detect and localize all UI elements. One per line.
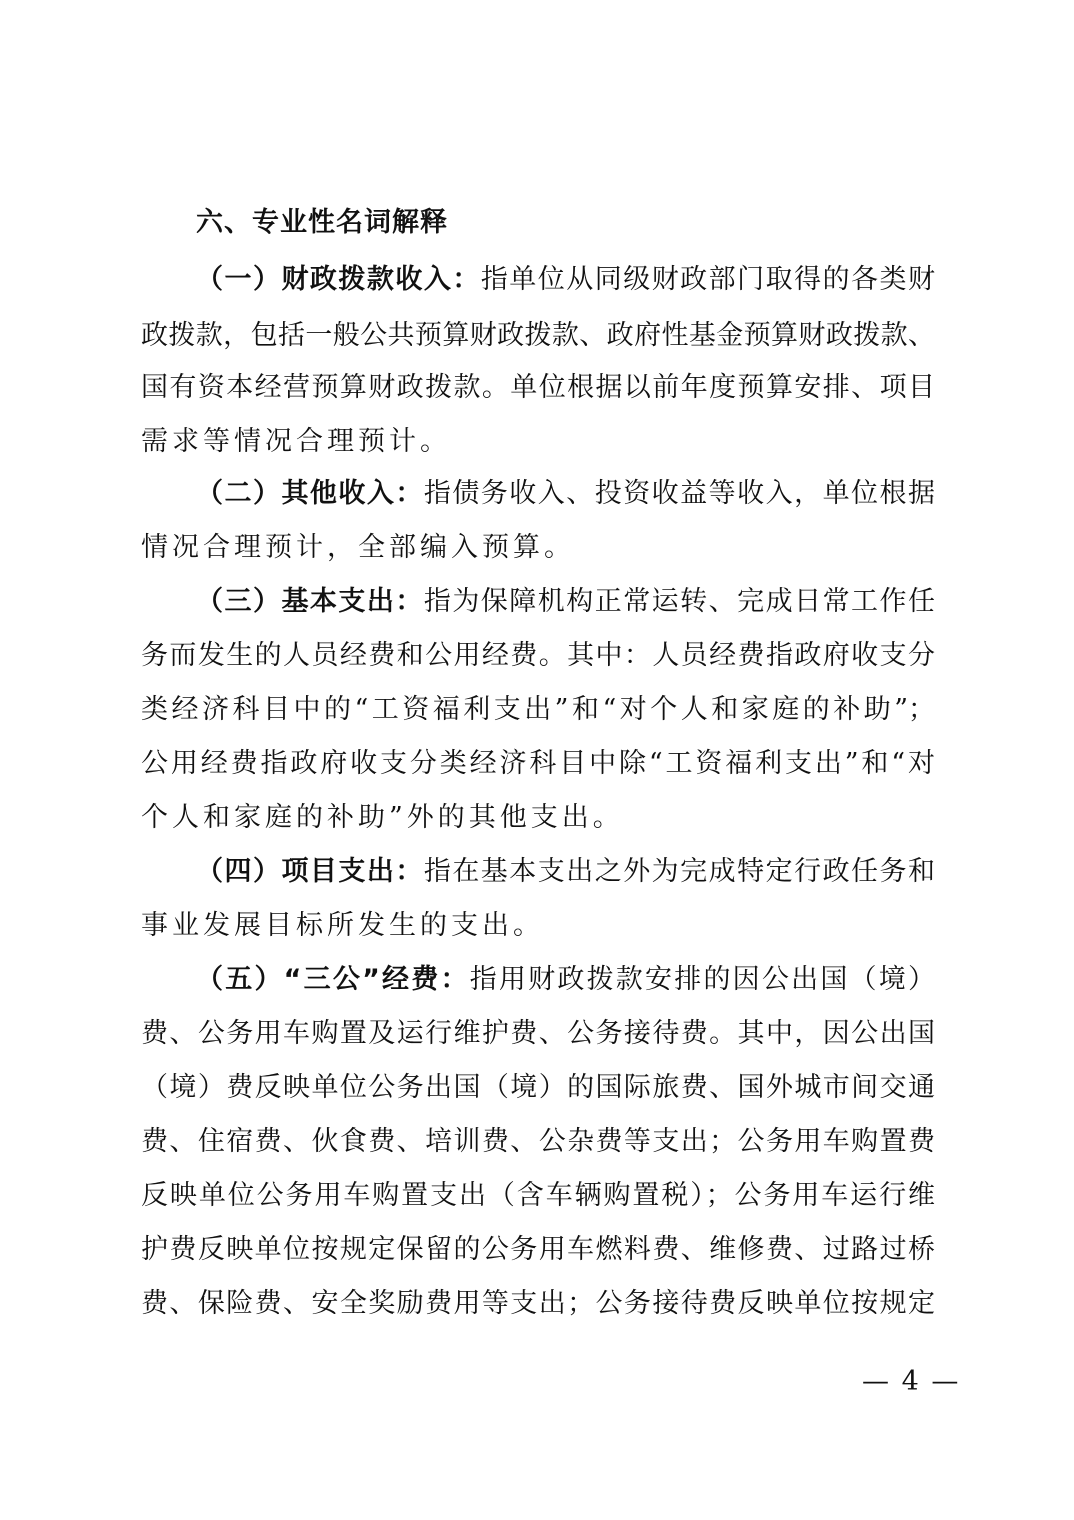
- paragraph-3-line-5: 个人和家庭的补助”外的其他支出。: [141, 802, 624, 833]
- paragraph-5-line-7: 费、保险费、安全奖励费用等支出；公务接待费反映单位按规定: [141, 1288, 935, 1319]
- page-number: — 4 —: [862, 1366, 961, 1397]
- paragraph-3-text: 指为保障机构正常运转、完成日常工作任: [423, 586, 936, 617]
- paragraph-1-term: （一）财政拨款收入：: [196, 264, 481, 295]
- paragraph-4-line-2: 事业发展目标所发生的支出。: [141, 910, 544, 941]
- paragraph-5-line-2: 费、公务用车购置及运行维护费、公务接待费。其中，因公出国: [141, 1018, 935, 1049]
- paragraph-5-line-5: 反映单位公务用车购置支出（含车辆购置税）；公务用车运行维: [141, 1180, 935, 1211]
- paragraph-2-line-2: 情况合理预计，全部编入预算。: [141, 532, 575, 563]
- section-heading: 六、专业性名词解释: [196, 207, 448, 238]
- paragraph-4-line-1: [196, 846, 935, 898]
- paragraph-5-line-1: [196, 954, 935, 1006]
- paragraph-2-line-1: [196, 468, 935, 520]
- paragraph-5-term: （五）“三公”经费：: [196, 964, 470, 995]
- paragraph-2-text: 指债务收入、投资收益等收入，单位根据: [423, 478, 936, 509]
- paragraph-3-line-3: 类经济科目中的“工资福利支出”和“对个人和家庭的补助”；: [141, 694, 935, 725]
- paragraph-4-text: 指在基本支出之外为完成特定行政任务和: [423, 856, 936, 887]
- paragraph-2-term: （二）其他收入：: [196, 478, 424, 509]
- paragraph-1-text: 指单位从同级财政部门取得的各类财: [480, 264, 936, 295]
- paragraph-3-line-1: [196, 576, 935, 628]
- paragraph-5-line-6: 护费反映单位按规定保留的公务用车燃料费、维修费、过路过桥: [141, 1234, 935, 1265]
- paragraph-1-line-2: 政拨款，包括一般公共预算财政拨款、政府性基金预算财政拨款、: [141, 320, 935, 351]
- paragraph-1-line-4: 需求等情况合理预计。: [141, 426, 451, 457]
- paragraph-1-line-1: [196, 254, 935, 306]
- paragraph-3-line-2: 务而发生的人员经费和公用经费。其中：人员经费指政府收支分: [141, 640, 935, 671]
- paragraph-1-line-3: 国有资本经营预算财政拨款。单位根据以前年度预算安排、项目: [141, 372, 935, 403]
- paragraph-3-line-4: 公用经费指政府收支分类经济科目中除“工资福利支出”和“对: [141, 748, 935, 779]
- paragraph-5-text: 指用财政拨款安排的因公出国（境）: [469, 964, 936, 995]
- paragraph-5-line-4: 费、住宿费、伙食费、培训费、公杂费等支出；公务用车购置费: [141, 1126, 935, 1157]
- paragraph-3-term: （三）基本支出：: [196, 586, 424, 617]
- paragraph-5-line-3: （境）费反映单位公务出国（境）的国际旅费、国外城市间交通: [141, 1072, 935, 1103]
- paragraph-4-term: （四）项目支出：: [196, 856, 424, 887]
